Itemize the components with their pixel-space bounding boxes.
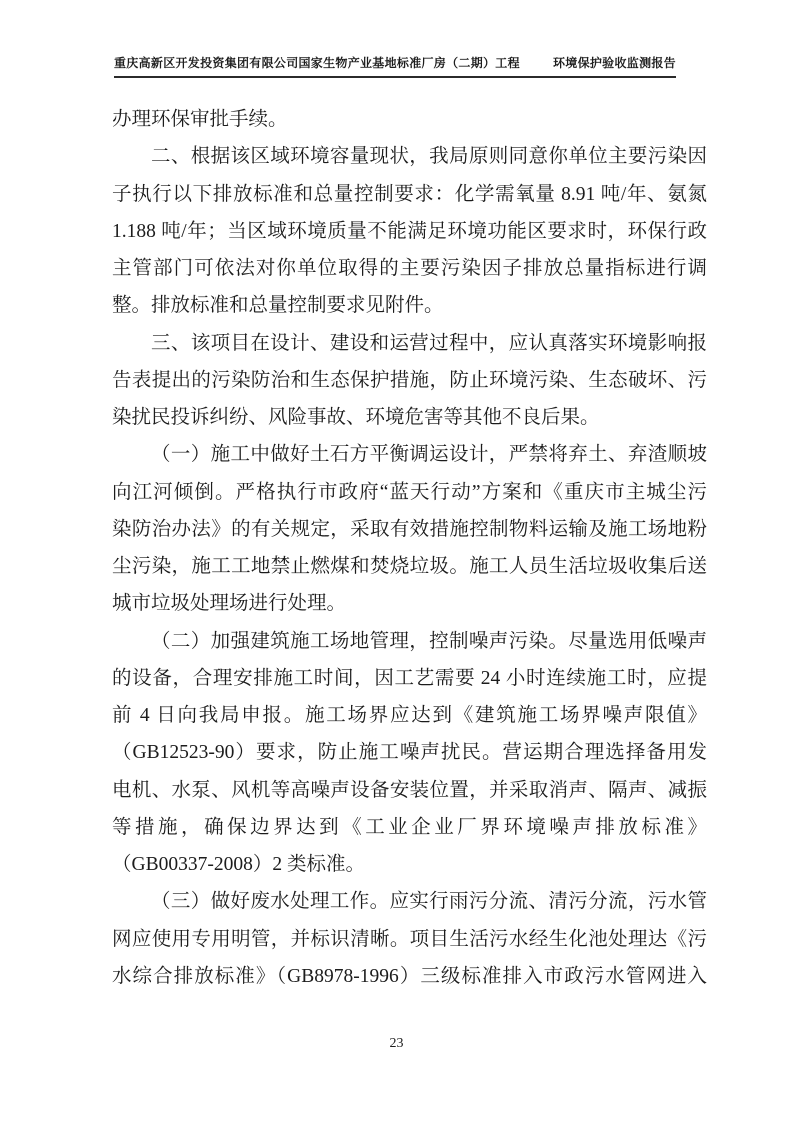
body-line: （GB00337-2008）2 类标准。 bbox=[112, 854, 365, 875]
body-line: 城市垃圾处理场进行处理。 bbox=[112, 593, 347, 615]
body-line: 网应使用专用明管，并标识清晰。项目生活污水经生化池处理达《污 bbox=[112, 928, 707, 950]
body-line: 的设备，合理安排施工时间，因工艺需要 24 小时连续施工时，应提 bbox=[112, 667, 707, 689]
body-line: 等措施，确保边界达到《工业企业厂界环境噪声排放标准》 bbox=[112, 816, 707, 838]
page-header bbox=[114, 54, 676, 78]
body-line: 办理环保审批手续。 bbox=[112, 109, 288, 130]
body-line: 子执行以下排放标准和总量控制要求：化学需氧量 8.91 吨/年、氨氮 bbox=[112, 183, 707, 205]
body-line: （二）加强建筑施工场地管理，控制噪声污染。尽量选用低噪声 bbox=[151, 630, 707, 652]
body-line: 告表提出的污染防治和生态保护措施，防止环境污染、生态破坏、污 bbox=[112, 369, 707, 391]
header-report-title: 环境保护验收监测报告 bbox=[552, 56, 676, 70]
body-line: 整。排放标准和总量控制要求见附件。 bbox=[112, 295, 444, 317]
header-project-title: 重庆高新区开发投资集团有限公司国家生物产业基地标准厂房（二期）工程 bbox=[114, 56, 520, 70]
body-line: 水综合排放标准》（GB8978-1996）三级标准排入市政污水管网进入 bbox=[112, 965, 707, 987]
body-line: 主管部门可依法对你单位取得的主要污染因子排放总量指标进行调 bbox=[112, 258, 707, 279]
body-line: （三）做好废水处理工作。应实行雨污分流、清污分流，污水管 bbox=[151, 891, 707, 913]
body-line: 二、根据该区域环境容量现状，我局原则同意你单位主要污染因 bbox=[151, 146, 707, 168]
page-number: 23 bbox=[389, 1036, 404, 1051]
body-line: 染扰民投诉纠纷、风险事故、环境危害等其他不良后果。 bbox=[112, 407, 600, 428]
body-line: 前 4 日向我局申报。施工场界应达到《建筑施工场界噪声限值》 bbox=[112, 705, 707, 726]
body-line: 尘污染，施工工地禁止燃煤和焚烧垃圾。施工人员生活垃圾收集后送 bbox=[112, 556, 707, 577]
body-line: （GB12523-90）要求，防止施工噪声扰民。营运期合理选择备用发 bbox=[112, 742, 707, 764]
body-line: 染防治办法》的有关规定，采取有效措施控制物料运输及施工场地粉 bbox=[112, 518, 707, 540]
body-line: 电机、水泵、风机等高噪声设备安装位置，并采取消声、隔声、减振 bbox=[112, 779, 707, 801]
body-line: 向江河倾倒。严格执行市政府“蓝天行动”方案和《重庆市主城尘污 bbox=[112, 481, 707, 503]
body-line: 三、该项目在设计、建设和运营过程中，应认真落实环境影响报 bbox=[151, 332, 707, 354]
document-body bbox=[112, 101, 707, 995]
body-line: （一）施工中做好土石方平衡调运设计，严禁将弃土、弃渣顺坡 bbox=[151, 444, 707, 466]
body-line: 1.188 吨/年；当区域环境质量不能满足环境功能区要求时，环保行政 bbox=[112, 220, 707, 242]
